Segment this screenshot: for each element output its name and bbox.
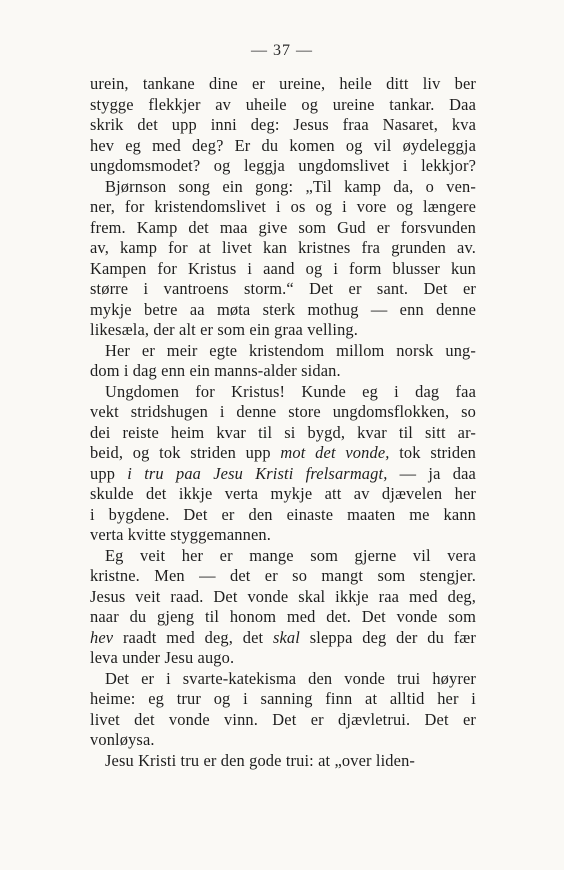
text-span: naar du gjeng til honom med det. Det vonde som xyxy=(90,607,476,626)
text-line xyxy=(90,751,476,772)
text-span: vonløysa. xyxy=(90,730,155,749)
text-span: frem. Kamp det maa give som Gud er forsvunden xyxy=(90,217,476,237)
text-line xyxy=(90,279,476,300)
text-line xyxy=(90,197,476,218)
text-span: heime: eg trur og i sanning finn at alltid her i xyxy=(90,689,476,708)
text-line xyxy=(90,505,476,526)
text-line xyxy=(90,341,476,362)
text-span: Ungdomen for Kristus! Kunde eg i dag faa xyxy=(105,381,476,401)
text-span: dei reiste heim kvar til si bygd, kvar til sitt ar- xyxy=(90,422,476,442)
text-line xyxy=(90,136,476,157)
text-span: livet det vonde vinn. Det er djævletrui. Det er xyxy=(90,709,476,729)
text-span: Jesus veit raad. Det vonde skal ikkje raa med deg, xyxy=(90,586,476,606)
text-span: Her er meir egte kristendom millom norsk ung- xyxy=(105,340,476,360)
text-line xyxy=(90,74,476,95)
text-line xyxy=(90,587,476,608)
text-span: kristne. Men — det er so mangt som stengjer. xyxy=(90,566,476,585)
text-line xyxy=(90,566,476,587)
text-span: av, kamp for at livet kan kristnes fra grunden av. xyxy=(90,238,476,257)
text-line xyxy=(90,218,476,239)
text-line xyxy=(90,628,476,649)
text-span: raadt med deg, det xyxy=(113,627,273,647)
text-line xyxy=(90,95,476,116)
text-line xyxy=(90,259,476,280)
text-span: beid, og tok striden upp xyxy=(90,443,281,462)
text-span: skulde det ikkje verta mykje att av djævelen her xyxy=(90,484,476,503)
text-span: i bygdene. Det er den einaste maaten me kann xyxy=(90,504,476,524)
italic-text-span: mot det vonde, xyxy=(280,443,390,462)
text-line xyxy=(90,525,476,546)
text-line xyxy=(90,710,476,731)
text-line xyxy=(90,177,476,198)
text-line xyxy=(90,546,476,567)
text-span: verta kvitte styggemannen. xyxy=(90,525,271,544)
text-span: Kampen for Kristus i aand og i form blusser kun xyxy=(90,258,476,278)
text-line xyxy=(90,115,476,136)
text-line xyxy=(90,669,476,690)
text-span: dom i dag enn ein manns-alder sidan. xyxy=(90,361,341,380)
text-span: Bjørnson song ein gong: „Til kamp da, o ven- xyxy=(105,176,476,196)
text-span: upp xyxy=(90,463,128,483)
text-span: sleppa deg der du fær xyxy=(299,627,476,647)
text-line xyxy=(90,320,476,341)
text-span: Det er i svarte-katekisma den vonde trui høyrer xyxy=(105,668,476,688)
text-line xyxy=(90,238,476,259)
text-span: tok striden xyxy=(389,443,476,462)
italic-text-span: i tru paa Jesu Kristi frelsarmagt, xyxy=(127,463,388,483)
text-span: hev eg med deg? Er du komen og vil øydeleggja xyxy=(90,135,476,155)
text-line xyxy=(90,300,476,321)
text-line xyxy=(90,689,476,710)
text-span: ungdomsmodet? og leggja ungdomslivet i lekkjor? xyxy=(90,156,476,175)
page-number-header: — 37 — xyxy=(251,42,313,59)
text-span: ner, for kristendomslivet i os og i vore og længere xyxy=(90,197,476,216)
text-span: større i vantroens storm.“ Det er sant. Det er xyxy=(90,279,476,298)
text-span: stygge flekkjer av uheile og ureine tankar. Daa xyxy=(90,94,476,114)
text-span: leva under Jesu augo. xyxy=(90,648,235,667)
text-line xyxy=(90,156,476,177)
text-line xyxy=(90,484,476,505)
text-line xyxy=(90,464,476,485)
italic-text-span: hev xyxy=(90,627,114,647)
text-line xyxy=(90,423,476,444)
text-line xyxy=(90,648,476,669)
text-span: — ja daa xyxy=(387,463,476,483)
text-line xyxy=(90,443,476,464)
text-line xyxy=(90,402,476,423)
text-line xyxy=(90,361,476,382)
text-span: likesæla, der alt er som ein graa velling. xyxy=(90,320,359,339)
text-span: urein, tankane dine er ureine, heile ditt liv ber xyxy=(90,74,476,93)
text-span: Jesu Kristi tru er den gode trui: at „over liden- xyxy=(105,750,416,770)
text-line xyxy=(90,607,476,628)
text-span: vekt stridshugen i denne store ungdomsflokken, so xyxy=(90,402,476,421)
italic-text-span: skal xyxy=(272,627,300,647)
text-span: skrik det upp inni deg: Jesus fraa Nasaret, kva xyxy=(90,115,476,134)
text-line xyxy=(90,730,476,751)
page-body-text xyxy=(90,74,476,771)
text-span: mykje betre aa møta sterk mothug — enn denne xyxy=(90,299,476,319)
text-span: Eg veit her er mange som gjerne vil vera xyxy=(105,545,476,565)
text-line xyxy=(90,382,476,403)
